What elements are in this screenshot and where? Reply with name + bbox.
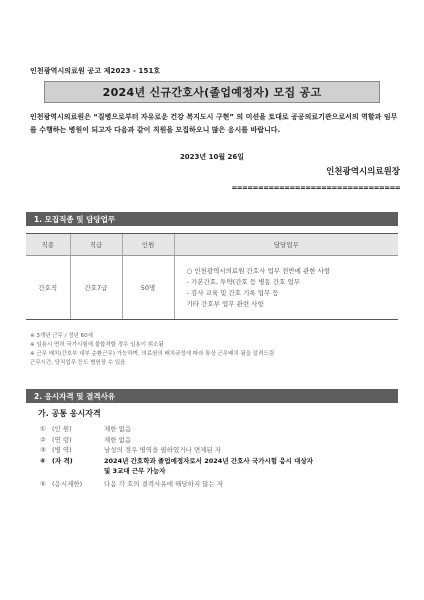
item-number: ③ xyxy=(40,446,46,454)
table-row xyxy=(26,256,398,320)
item-key: (응시제한) xyxy=(52,479,83,488)
item-continuation: 및 3교대 근무 가능자 xyxy=(104,467,166,475)
item-text: 제한 없음 xyxy=(104,435,132,444)
list-item xyxy=(40,479,313,490)
notice-date: 2023년 10월 26일 xyxy=(179,153,245,161)
header-grade: 직급 xyxy=(70,234,122,256)
footnote: ※ 근무 배치(간호부 내부 순환근무) 가능하며, 의료원의 배치규정에 따라 통상 근무배치 됨을 알려드림 xyxy=(30,351,275,357)
separator-line: ================================ xyxy=(231,184,400,192)
list-item xyxy=(40,424,313,435)
item-key: (병 역) xyxy=(52,446,72,454)
list-item xyxy=(40,456,313,467)
item-text: 다음 각 호의 결격사유에 해당하지 않는 자 xyxy=(104,479,224,488)
header-count: 인원 xyxy=(122,234,174,256)
item-key: (자 격) xyxy=(52,456,73,465)
footnote: 근무시간, 당직업무 등도 병원장 수 있음 xyxy=(30,360,126,366)
cell-duties xyxy=(174,256,398,320)
item-number: ② xyxy=(40,435,46,444)
list-item xyxy=(40,445,313,456)
header-duties: 담당업무 xyxy=(174,234,398,256)
list-item xyxy=(40,435,313,446)
issuer-name: 인천광역시의료원장 xyxy=(326,167,400,177)
duty-line: ○ 인천광역시의료원 간호사 업무 전반에 관한 사항 xyxy=(186,266,331,275)
item-text: 2024년 간호학과 졸업예정자로서 2024년 간호사 국가시험 응시 대상자 xyxy=(104,456,313,465)
intro-paragraph: 인천광역시의료원은 “질병으로부터 자유로운 건강 복지도시 구현” 의 미션을 토대로 공공의료기관으로서의 역할과 임무를 수행하는 병원이 되고자 다음과 같이 직원을 모집하오니 많은 응시를 바랍니다. xyxy=(30,113,398,134)
page-title: 2024년 신규간호사(졸업예정자) 모집 공고 xyxy=(102,86,322,99)
table-header-row xyxy=(26,234,398,256)
item-text: 남성의 경우 병역을 필하였거나 면제된 자 xyxy=(104,446,222,454)
item-key: (인 원) xyxy=(52,425,72,433)
section-2-title: 2. 응시자격 및 결격사유 xyxy=(34,391,116,401)
item-key: (연 령) xyxy=(52,435,72,444)
section-1-header xyxy=(26,212,398,226)
header-job: 직종 xyxy=(26,234,70,256)
footnote: ※ 3개년 근무 / 정년 60세 xyxy=(30,333,93,339)
recruit-table xyxy=(26,233,398,320)
item-number: ① xyxy=(40,425,46,433)
cell-count: 50명 xyxy=(122,256,174,320)
footnote: ※ 임용시 면허 국가시험에 불합격할 경우 임용이 취소됨 xyxy=(30,342,164,348)
section-1-title: 1. 모집직종 및 담당업무 xyxy=(34,214,116,224)
notice-number: 인천광역시의료원 공고 제2023 - 151호 xyxy=(30,67,161,75)
duty-line: - 검사 교육 및 간호 기록 업무 등 xyxy=(186,288,279,297)
title-banner xyxy=(44,81,380,103)
cell-grade: 간호7급 xyxy=(70,256,122,320)
item-number: ④ xyxy=(40,456,46,465)
requirements-list xyxy=(40,424,313,489)
item-number: ⑤ xyxy=(40,479,46,488)
cell-job: 간호직 xyxy=(26,256,70,320)
item-text: 제한 없음 xyxy=(104,425,132,433)
duty-line: - 기본간호, 투약(간호 등 병동 간호 업무 xyxy=(186,277,301,286)
footnotes xyxy=(30,332,274,368)
subsection-heading: 가. 공통 응시자격 xyxy=(38,409,101,418)
duty-line: 기타 간호부 업무 관련 사항 xyxy=(186,299,264,308)
section-2-header xyxy=(26,389,398,403)
